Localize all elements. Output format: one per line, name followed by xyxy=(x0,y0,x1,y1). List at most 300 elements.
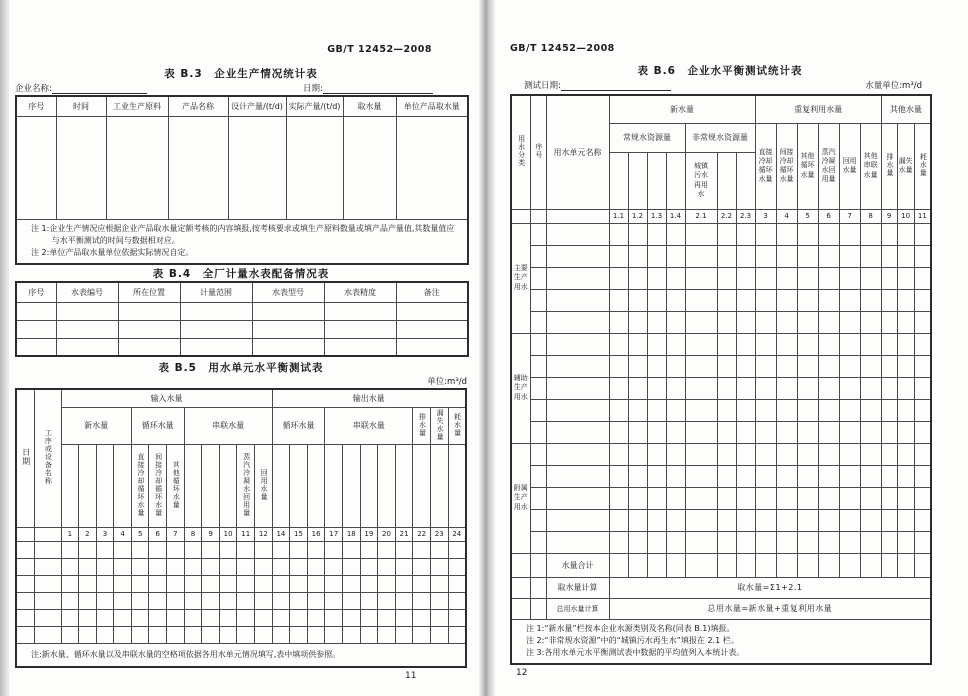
empty-cell xyxy=(396,116,468,219)
empty-cell xyxy=(61,541,79,558)
empty-cell xyxy=(167,575,185,592)
b5-col-num: 15 xyxy=(290,527,308,541)
empty-cell xyxy=(34,626,61,643)
empty-cell xyxy=(325,558,343,575)
empty-cell xyxy=(666,355,685,377)
empty-cell xyxy=(881,487,897,509)
b5-col-num: 22 xyxy=(413,527,431,541)
empty-cell xyxy=(717,289,736,311)
b5-col-num: 6 xyxy=(149,527,167,541)
empty-cell xyxy=(647,377,666,399)
empty-cell xyxy=(79,444,97,527)
empty-cell xyxy=(167,626,185,643)
empty-cell xyxy=(717,245,736,267)
empty-cell xyxy=(149,558,167,575)
empty-cell xyxy=(530,465,546,487)
b6-notes-row xyxy=(511,619,931,664)
b5-sub-series-in: 串联水量 xyxy=(184,407,272,444)
empty-cell xyxy=(685,355,717,377)
b3-col-header: 取水量 xyxy=(343,96,396,116)
empty-cell xyxy=(717,553,736,577)
empty-cell xyxy=(666,152,685,209)
empty-cell xyxy=(839,267,860,289)
empty-cell xyxy=(609,245,628,267)
empty-cell xyxy=(666,377,685,399)
empty-cell xyxy=(360,592,378,609)
empty-cell xyxy=(307,592,325,609)
empty-cell xyxy=(202,626,220,643)
empty-cell xyxy=(881,443,897,465)
empty-cell xyxy=(776,223,797,245)
b6-group-row xyxy=(511,443,931,465)
date-blank xyxy=(323,85,433,94)
b3-col-header: 工业生产原料 xyxy=(106,96,168,116)
b5-col-num: 18 xyxy=(343,527,361,541)
empty-cell xyxy=(755,289,776,311)
b4-col-header: 计量范围 xyxy=(180,282,252,302)
b5-col-num: 1 xyxy=(61,527,79,541)
b6-sub-nonregular: 非常规水资源量 xyxy=(685,123,755,152)
b5-col-num: 5 xyxy=(131,527,149,541)
empty-cell xyxy=(666,399,685,421)
empty-cell xyxy=(114,609,132,626)
empty-cell xyxy=(881,245,897,267)
empty-cell xyxy=(79,609,97,626)
empty-cell xyxy=(818,553,839,577)
empty-cell xyxy=(628,355,647,377)
b6-total-use-label: 总用水量计算 xyxy=(546,598,609,619)
empty-cell xyxy=(343,558,361,575)
empty-cell xyxy=(546,355,609,377)
empty-cell xyxy=(255,609,273,626)
test-date-blank xyxy=(561,82,671,91)
empty-cell xyxy=(307,541,325,558)
b5-col-direct-cooling: 直接冷却循环水量 xyxy=(131,444,149,527)
empty-cell xyxy=(530,333,546,355)
b6-total-use-row xyxy=(511,598,931,619)
empty-cell xyxy=(860,223,881,245)
empty-cell xyxy=(897,245,914,267)
empty-cell xyxy=(839,531,860,553)
b5-empty-row xyxy=(16,626,466,643)
doc-code-left xyxy=(15,44,432,55)
empty-cell xyxy=(839,245,860,267)
empty-cell xyxy=(647,421,666,443)
empty-cell xyxy=(343,116,396,219)
b5-col-num: 20 xyxy=(378,527,396,541)
empty-cell xyxy=(61,609,79,626)
empty-cell xyxy=(860,443,881,465)
empty-cell xyxy=(736,377,755,399)
empty-cell xyxy=(776,443,797,465)
empty-cell xyxy=(56,338,118,356)
empty-cell xyxy=(237,558,255,575)
empty-cell xyxy=(797,399,818,421)
empty-cell xyxy=(96,575,114,592)
b6-group-new: 新水量 xyxy=(609,95,755,123)
b3-col-header: 时间 xyxy=(56,96,106,116)
b4-col-header: 水表型号 xyxy=(252,282,324,302)
b6-notes-cell xyxy=(511,619,931,664)
empty-cell xyxy=(360,575,378,592)
empty-cell xyxy=(202,609,220,626)
empty-cell xyxy=(797,553,818,577)
empty-cell xyxy=(96,592,114,609)
b6-col-num: 1.4 xyxy=(666,209,685,223)
empty-cell xyxy=(325,541,343,558)
empty-cell xyxy=(448,609,466,626)
b3-col-header: 产品名称 xyxy=(168,96,228,116)
empty-cell xyxy=(378,575,396,592)
empty-cell xyxy=(546,245,609,267)
empty-cell xyxy=(609,311,628,333)
empty-cell xyxy=(272,558,290,575)
empty-cell xyxy=(131,575,149,592)
b5-col-num: 14 xyxy=(272,527,290,541)
empty-cell xyxy=(114,626,132,643)
empty-cell xyxy=(628,465,647,487)
empty-cell xyxy=(736,487,755,509)
empty-cell xyxy=(860,487,881,509)
b5-sub-series-out: 串联水量 xyxy=(325,407,413,444)
empty-cell xyxy=(16,558,34,575)
table-b3 xyxy=(15,95,469,265)
empty-cell xyxy=(717,443,736,465)
empty-cell xyxy=(413,541,431,558)
empty-cell xyxy=(797,531,818,553)
empty-cell xyxy=(609,443,628,465)
empty-cell xyxy=(736,399,755,421)
b5-col-num: 10 xyxy=(219,527,237,541)
b6-unit: 水量单位:m³/d xyxy=(865,81,922,91)
b5-col-num: 4 xyxy=(114,527,132,541)
empty-cell xyxy=(413,575,431,592)
empty-cell xyxy=(628,333,647,355)
empty-cell xyxy=(79,592,97,609)
empty-cell xyxy=(448,541,466,558)
b6-col-num: 5 xyxy=(797,209,818,223)
empty-cell xyxy=(79,575,97,592)
b3-notes-cell xyxy=(16,219,468,264)
empty-cell xyxy=(396,338,468,356)
empty-cell xyxy=(818,487,839,509)
empty-cell xyxy=(609,223,628,245)
b6-empty-row xyxy=(511,267,931,289)
empty-cell xyxy=(914,245,931,267)
b6-col-num: 2.1 xyxy=(685,209,717,223)
empty-cell xyxy=(860,509,881,531)
empty-cell xyxy=(546,289,609,311)
empty-cell xyxy=(34,541,61,558)
b5-group-output: 输出水量 xyxy=(272,389,466,407)
empty-cell xyxy=(530,598,546,619)
empty-cell xyxy=(609,531,628,553)
b6-empty-row xyxy=(511,311,931,333)
empty-cell xyxy=(430,609,448,626)
empty-cell xyxy=(755,531,776,553)
b4-empty-row xyxy=(16,320,468,338)
b6-col-num: 1.1 xyxy=(609,209,628,223)
empty-cell xyxy=(897,333,914,355)
empty-cell xyxy=(167,592,185,609)
empty-cell xyxy=(34,558,61,575)
empty-cell xyxy=(396,320,468,338)
b5-col-num: 9 xyxy=(202,527,220,541)
b5-note-cell xyxy=(16,643,466,667)
empty-cell xyxy=(546,377,609,399)
table-b5-unit: 单位:m³/d xyxy=(427,377,467,387)
empty-cell xyxy=(797,421,818,443)
empty-cell xyxy=(736,421,755,443)
empty-cell xyxy=(290,444,308,527)
empty-cell xyxy=(797,465,818,487)
b5-number-row xyxy=(16,527,466,541)
empty-cell xyxy=(628,487,647,509)
b6-empty-row xyxy=(511,245,931,267)
empty-cell xyxy=(647,553,666,577)
b6-number-row xyxy=(511,209,931,223)
empty-cell xyxy=(131,558,149,575)
empty-cell xyxy=(881,377,897,399)
empty-cell xyxy=(818,267,839,289)
table-b4-title: 表 B.4 全厂计量水表配备情况表 xyxy=(152,268,330,280)
b6-rowgroup-auxiliary-production: 辅助生产用水 xyxy=(511,333,530,443)
empty-cell xyxy=(628,267,647,289)
b6-empty-row xyxy=(511,421,931,443)
empty-cell xyxy=(255,626,273,643)
empty-cell xyxy=(16,116,56,219)
b6-group-row xyxy=(511,223,931,245)
b4-empty-row xyxy=(16,338,468,356)
empty-cell xyxy=(307,558,325,575)
b6-col-category: 用水分类 xyxy=(511,95,530,209)
empty-cell xyxy=(755,311,776,333)
empty-cell xyxy=(839,509,860,531)
empty-cell xyxy=(736,333,755,355)
empty-cell xyxy=(647,399,666,421)
empty-cell xyxy=(16,320,56,338)
empty-cell xyxy=(881,399,897,421)
empty-cell xyxy=(546,443,609,465)
empty-cell xyxy=(914,333,931,355)
empty-cell xyxy=(755,267,776,289)
empty-cell xyxy=(776,311,797,333)
empty-cell xyxy=(530,553,546,577)
empty-cell xyxy=(666,531,685,553)
empty-cell xyxy=(96,626,114,643)
empty-cell xyxy=(343,592,361,609)
b5-col-reuse: 回用水量 xyxy=(255,444,273,527)
empty-cell xyxy=(61,558,79,575)
empty-cell xyxy=(914,443,931,465)
empty-cell xyxy=(839,399,860,421)
empty-cell xyxy=(290,575,308,592)
empty-cell xyxy=(430,575,448,592)
empty-cell xyxy=(272,609,290,626)
empty-cell xyxy=(736,223,755,245)
empty-cell xyxy=(255,575,273,592)
empty-cell xyxy=(546,267,609,289)
b5-col-num: 24 xyxy=(448,527,466,541)
empty-cell xyxy=(755,421,776,443)
empty-cell xyxy=(818,289,839,311)
b5-sub-cycle-in: 循环水量 xyxy=(131,407,184,444)
empty-cell xyxy=(546,311,609,333)
empty-cell xyxy=(16,541,34,558)
empty-cell xyxy=(797,509,818,531)
empty-cell xyxy=(448,626,466,643)
b4-col-header: 水表编号 xyxy=(56,282,118,302)
empty-cell xyxy=(448,592,466,609)
empty-cell xyxy=(914,355,931,377)
empty-cell xyxy=(96,541,114,558)
empty-cell xyxy=(628,289,647,311)
empty-cell xyxy=(395,558,413,575)
empty-cell xyxy=(16,527,34,541)
empty-cell xyxy=(325,592,343,609)
empty-cell xyxy=(736,531,755,553)
empty-cell xyxy=(839,487,860,509)
empty-cell xyxy=(776,245,797,267)
b6-col-other-cycle: 其他循环水量 xyxy=(797,123,818,209)
empty-cell xyxy=(647,531,666,553)
empty-cell xyxy=(237,592,255,609)
empty-cell xyxy=(776,399,797,421)
empty-cell xyxy=(628,223,647,245)
empty-cell xyxy=(881,223,897,245)
empty-cell xyxy=(839,355,860,377)
empty-cell xyxy=(717,465,736,487)
b6-col-num: 6 xyxy=(818,209,839,223)
b6-col-other-series: 其他串联水量 xyxy=(860,123,881,209)
b6-rowgroup-attached-production: 附属生产用水 xyxy=(511,443,530,553)
empty-cell xyxy=(325,609,343,626)
empty-cell xyxy=(818,223,839,245)
empty-cell xyxy=(307,626,325,643)
table-b6-meta xyxy=(510,79,930,91)
empty-cell xyxy=(252,338,324,356)
empty-cell xyxy=(202,592,220,609)
empty-cell xyxy=(685,553,717,577)
empty-cell xyxy=(797,377,818,399)
b6-group-other: 其他水量 xyxy=(881,95,931,123)
empty-cell xyxy=(180,320,252,338)
empty-cell xyxy=(167,609,185,626)
empty-cell xyxy=(666,465,685,487)
empty-cell xyxy=(413,592,431,609)
b3-col-header: 序号 xyxy=(16,96,56,116)
b3-header-row xyxy=(16,96,468,116)
empty-cell xyxy=(343,444,361,527)
empty-cell xyxy=(755,465,776,487)
empty-cell xyxy=(530,223,546,245)
table-b4 xyxy=(15,281,469,357)
b5-col-consume: 耗水量 xyxy=(448,407,466,444)
empty-cell xyxy=(860,399,881,421)
b6-col-num: 4 xyxy=(776,209,797,223)
empty-cell xyxy=(860,245,881,267)
empty-cell xyxy=(776,421,797,443)
empty-cell xyxy=(546,465,609,487)
empty-cell xyxy=(61,444,79,527)
b6-group-reuse: 重复利用水量 xyxy=(755,95,881,123)
table-b6-title: 表 B.6 企业水平衡测试统计表 xyxy=(637,65,803,77)
empty-cell xyxy=(666,443,685,465)
empty-cell xyxy=(628,311,647,333)
empty-cell xyxy=(290,609,308,626)
empty-cell xyxy=(360,541,378,558)
empty-cell xyxy=(839,333,860,355)
empty-cell xyxy=(628,553,647,577)
empty-cell xyxy=(914,553,931,577)
date-label: 日期: xyxy=(303,84,323,94)
empty-cell xyxy=(272,575,290,592)
empty-cell xyxy=(609,289,628,311)
empty-cell xyxy=(860,355,881,377)
b5-col-num: 11 xyxy=(237,527,255,541)
empty-cell xyxy=(343,626,361,643)
b6-empty-row xyxy=(511,355,931,377)
b5-col-other-cycle: 其他循环水量 xyxy=(167,444,185,527)
empty-cell xyxy=(16,609,34,626)
empty-cell xyxy=(818,509,839,531)
test-date-label: 测试日期: xyxy=(524,81,561,91)
empty-cell xyxy=(860,377,881,399)
empty-cell xyxy=(324,302,396,320)
empty-cell xyxy=(897,553,914,577)
empty-cell xyxy=(897,509,914,531)
empty-cell xyxy=(755,355,776,377)
b6-col-index: 序号 xyxy=(530,95,546,209)
empty-cell xyxy=(96,444,114,527)
b6-col-num: 8 xyxy=(860,209,881,223)
b6-col-loss: 漏失水量 xyxy=(897,123,914,209)
empty-cell xyxy=(736,465,755,487)
b5-col-num: 19 xyxy=(360,527,378,541)
empty-cell xyxy=(395,541,413,558)
empty-cell xyxy=(628,152,647,209)
empty-cell xyxy=(252,320,324,338)
empty-cell xyxy=(272,541,290,558)
b5-group-input: 输入水量 xyxy=(61,389,272,407)
empty-cell xyxy=(530,399,546,421)
empty-cell xyxy=(16,575,34,592)
empty-cell xyxy=(609,377,628,399)
table-b5-title: 表 B.5 用水单元水平衡测试表 xyxy=(158,362,324,374)
empty-cell xyxy=(324,320,396,338)
empty-cell xyxy=(776,531,797,553)
b6-col-num: 2.2 xyxy=(717,209,736,223)
empty-cell xyxy=(79,541,97,558)
empty-cell xyxy=(797,289,818,311)
b6-col-num: 11 xyxy=(914,209,931,223)
b6-intake-row xyxy=(511,577,931,598)
b6-col-num: 10 xyxy=(897,209,914,223)
empty-cell xyxy=(609,421,628,443)
empty-cell xyxy=(546,531,609,553)
empty-cell xyxy=(16,592,34,609)
empty-cell xyxy=(647,465,666,487)
empty-cell xyxy=(818,399,839,421)
empty-cell xyxy=(530,509,546,531)
empty-cell xyxy=(272,444,290,527)
b6-col-num: 3 xyxy=(755,209,776,223)
empty-cell xyxy=(252,302,324,320)
empty-cell xyxy=(530,443,546,465)
b6-empty-row xyxy=(511,465,931,487)
empty-cell xyxy=(360,444,378,527)
empty-cell xyxy=(914,531,931,553)
